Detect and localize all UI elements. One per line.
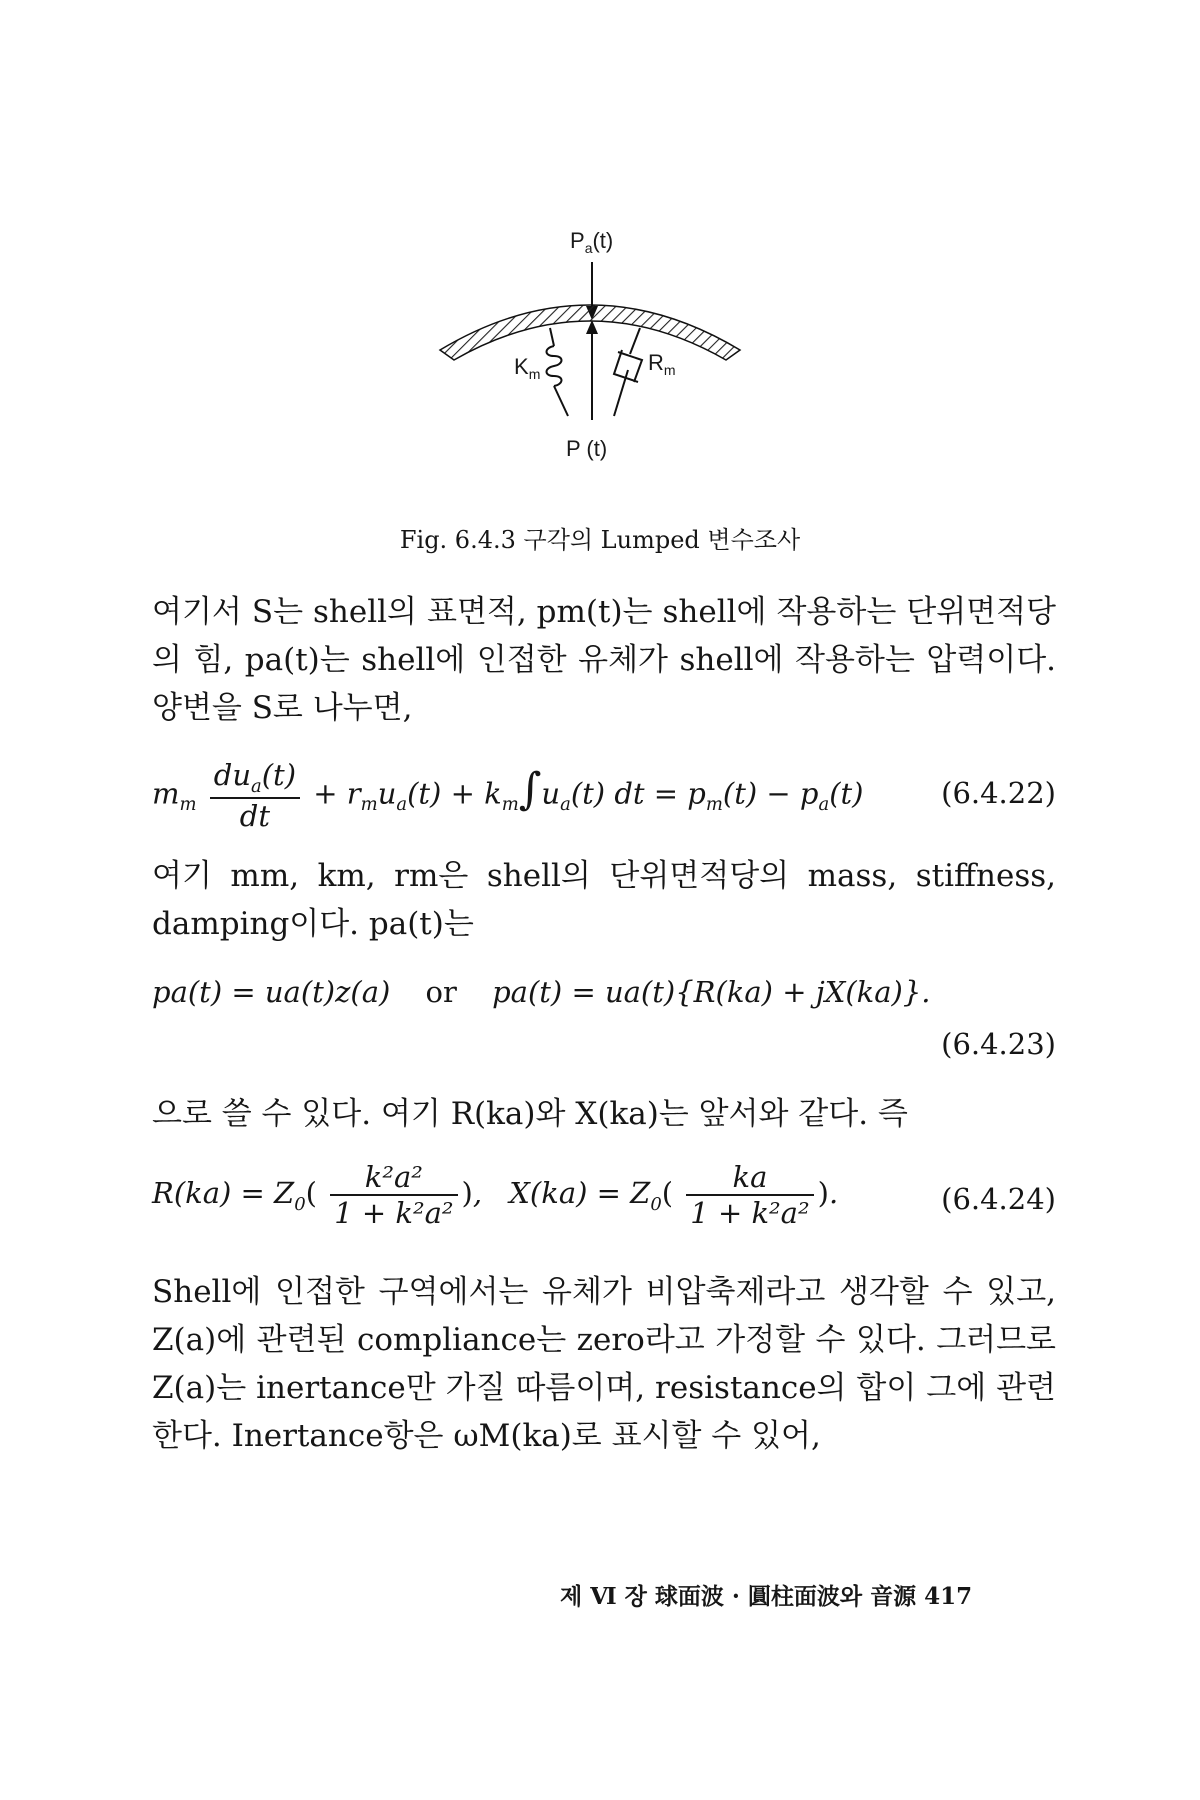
fraction-dua-dt: $\frac{du_a(t)}{dt}$ bbox=[210, 758, 300, 833]
figure-shell-diagram bbox=[430, 220, 750, 480]
fraction-ka: $\frac{ka}{\text{1 + k²a²}}$ bbox=[686, 1160, 813, 1230]
paragraph-3: 으로 쓸 수 있다. 여기 R(ka)와 X(ka)는 앞서와 같다. 즉 bbox=[152, 1096, 908, 1132]
figure-caption: Fig. 6.4.3 구각의 Lumped 변수조사 bbox=[399, 526, 801, 554]
equation-number-24: (6.4.24) bbox=[941, 1182, 1056, 1216]
arrowhead-p bbox=[586, 320, 598, 334]
equation-6-4-22: $m_m$ $\frac{du_a(t)}{dt}$ + $r_mu_a(t) + k_m\int u_a(t)$ dt = $p_m(t) - p_a(t)$ (6.4.22) bbox=[152, 758, 1056, 833]
label-pa: $P_a(t)$ bbox=[570, 228, 614, 256]
page-footer: 제 Ⅵ 장 球面波 · 圓柱面波와 音源 417 bbox=[560, 1583, 973, 1610]
equation-number-23: (6.4.23) bbox=[941, 1027, 1056, 1061]
equation-6-4-23: pa(t) = ua(t)z(a) or pa(t) = ua(t){R(ka) + jX(ka)}. (6.4.23) bbox=[152, 975, 1056, 1061]
damper-rm bbox=[614, 328, 642, 416]
paragraph-1: 여기서 S는 shell의 표면적, pm(t)는 shell에 작용하는 단위면적당의 힘, pa(t)는 shell에 인접한 유체가 shell에 작용하는 압력이다. 양변을 S로 나누면, bbox=[152, 594, 1056, 727]
label-km: $K_m$ bbox=[514, 354, 541, 382]
label-rm: $R_m$ bbox=[648, 350, 676, 378]
label-p: P (t) bbox=[566, 436, 608, 461]
equation-6-4-24: $R(ka) = Z_0$( $\frac{\text{k²a²}}{\text{1 + k²a²}}$ ), $X(ka) = Z_0$( $\frac{ka}{\text{1 + k²a²}}$ ). (6.4.24) bbox=[152, 1160, 1056, 1230]
equation-number-22: (6.4.22) bbox=[941, 776, 1056, 810]
fraction-k2a2: $\frac{\text{k²a²}}{\text{1 + k²a²}}$ bbox=[330, 1160, 457, 1230]
paragraph-2: 여기 mm, km, rm은 shell의 단위면적당의 mass, stiffness, damping이다. pa(t)는 bbox=[152, 858, 1056, 943]
spring-km bbox=[547, 328, 569, 416]
paragraph-4: Shell에 인접한 구역에서는 유체가 비압축제라고 생각할 수 있고, Z(a)에 관련된 compliance는 zero라고 가정할 수 있다. 그러므로 Z(a)는 inertance만 가질 따름이며, resistance의 합이 그에 관련한다. Inertance항은 ωM(ka)로 표시할 수 있어, bbox=[152, 1274, 1056, 1455]
